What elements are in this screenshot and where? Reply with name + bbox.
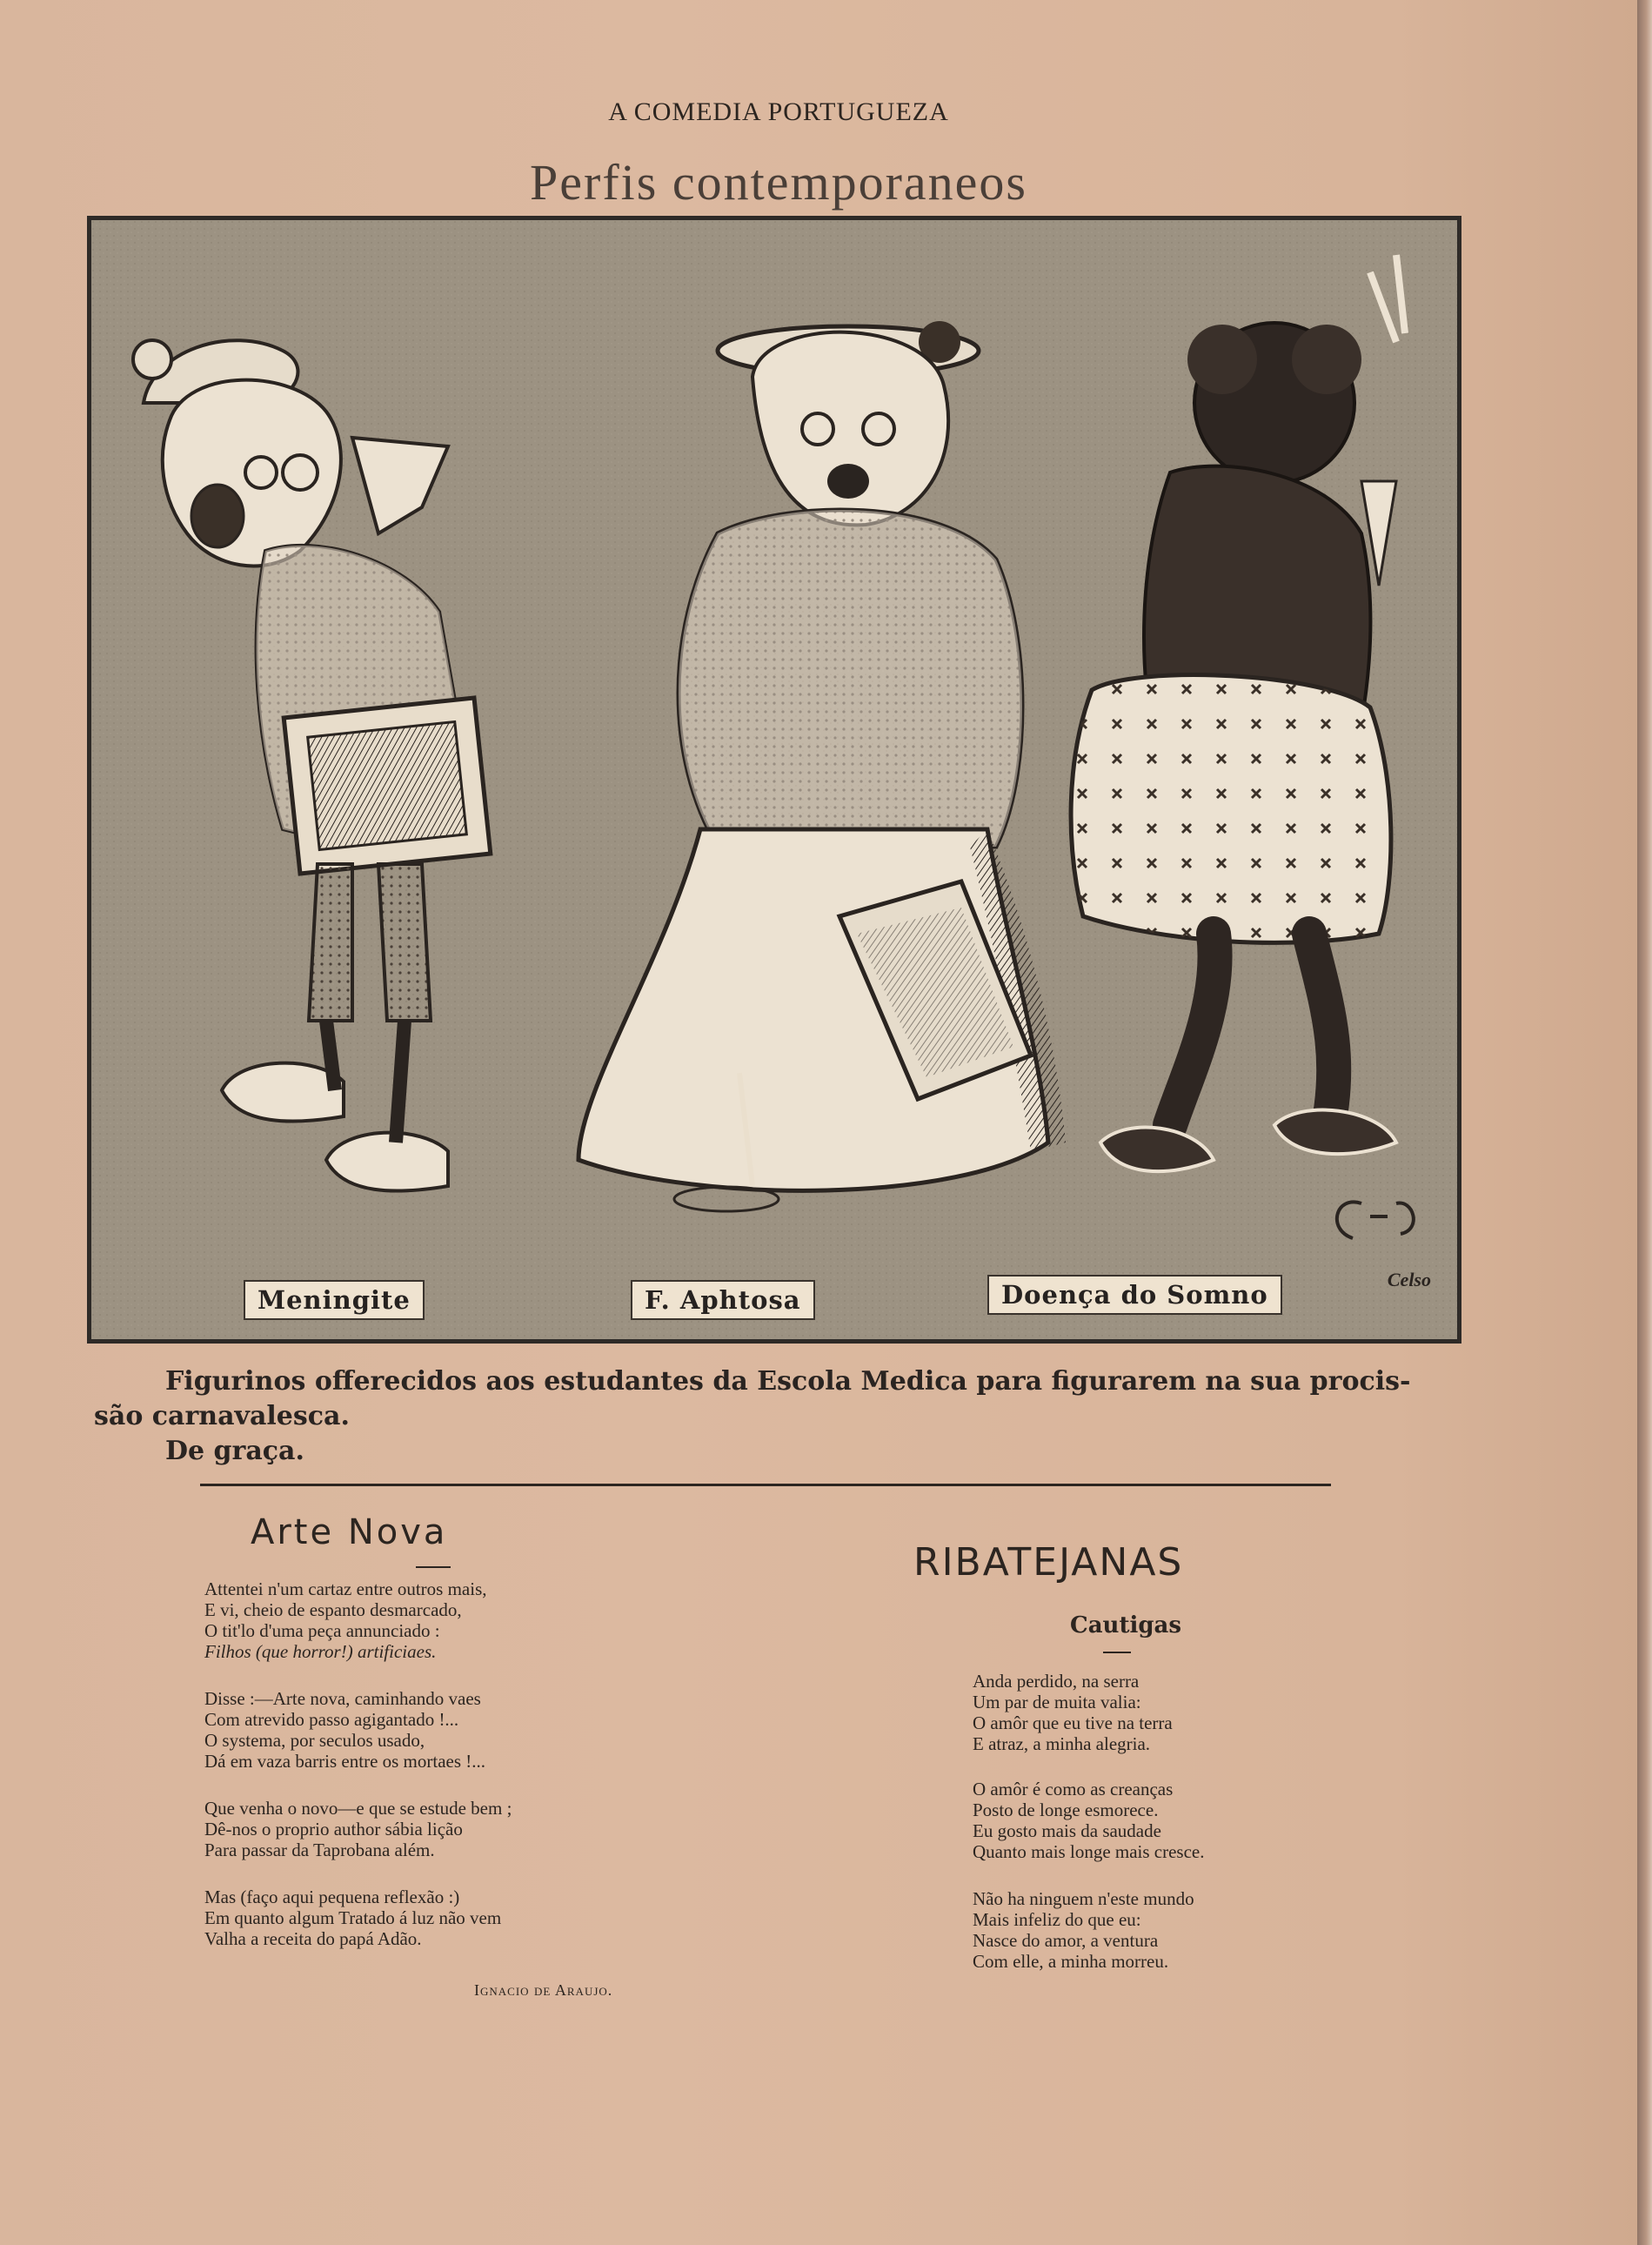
- poem-arte-nova-stanza-1: [204, 1578, 487, 1662]
- title-dash: [416, 1566, 451, 1568]
- verse-line: O systema, por seculos usado,: [204, 1730, 425, 1751]
- verse-line: Posto de longe esmorece.: [973, 1799, 1159, 1820]
- verse-line: Nasce do amor, a ventura: [973, 1930, 1159, 1951]
- verse-line: Filhos (que horror!) artificiaes.: [204, 1641, 437, 1662]
- verse-line: Dê-nos o proprio author sábia lição: [204, 1819, 463, 1840]
- verse-line: E vi, cheio de espanto desmarcado,: [204, 1599, 462, 1620]
- verse-line: Um par de muita valia:: [973, 1692, 1141, 1712]
- poem-author: Ignacio de Araujo.: [474, 1981, 613, 1999]
- label-aphtosa: F. Aphtosa: [631, 1280, 815, 1320]
- cartoon-illustration: [87, 216, 1461, 1344]
- cartoon-caption: [94, 1364, 1451, 1469]
- caption-line-2: são carnavalesca.: [94, 1401, 350, 1431]
- page-header: A COMEDIA PORTUGUEZA: [608, 97, 949, 126]
- cartoon-drawing: [91, 220, 1457, 1339]
- poem-ribatejanas-stanza-2: [973, 1779, 1205, 1862]
- page-title: Perfis contemporaneos: [530, 154, 1027, 211]
- artist-signature-text: Celso: [1387, 1269, 1431, 1290]
- label-meningite: Meningite: [244, 1280, 425, 1320]
- verse-line: Disse :—Arte nova, caminhando vaes: [204, 1688, 481, 1709]
- verse-line: Para passar da Taprobana além.: [204, 1840, 435, 1860]
- subtitle-dash: [1103, 1652, 1131, 1653]
- verse-line: Anda perdido, na serra: [973, 1671, 1140, 1692]
- poem-arte-nova-title: Arte Nova: [251, 1512, 448, 1552]
- verse-line: Não ha ninguem n'este mundo: [973, 1888, 1194, 1909]
- verse-line: E atraz, a minha alegria.: [973, 1733, 1151, 1754]
- poem-ribatejanas-stanza-1: [973, 1671, 1173, 1754]
- caption-line-3: De graça.: [165, 1436, 304, 1466]
- verse-line: Valha a receita do papá Adão.: [204, 1928, 422, 1949]
- verse-line: Attentei n'um cartaz entre outros mais,: [204, 1578, 487, 1599]
- page-edge: [1637, 0, 1652, 2245]
- verse-line: Dá em vaza barris entre os mortaes !...: [204, 1751, 486, 1772]
- section-divider: [200, 1484, 1331, 1486]
- verse-line: Com elle, a minha morreu.: [973, 1951, 1169, 1972]
- verse-line: Eu gosto mais da saudade: [973, 1820, 1161, 1841]
- verse-line: Com atrevido passo agigantado !...: [204, 1709, 459, 1730]
- poem-arte-nova-stanza-3: [204, 1798, 512, 1860]
- poem-ribatejanas-stanza-3: [973, 1888, 1194, 1972]
- poem-arte-nova-stanza-2: [204, 1688, 485, 1772]
- label-doenca-do-somno: Doença do Somno: [987, 1275, 1282, 1315]
- poem-arte-nova-stanza-4: [204, 1886, 501, 1949]
- verse-line: Mais infeliz do que eu:: [973, 1909, 1141, 1930]
- verse-line: Em quanto algum Tratado á luz não vem: [204, 1907, 502, 1928]
- caption-line-1: Figurinos offerecidos aos estudantes da Escola Medica para figurarem na sua procis-: [165, 1366, 1411, 1397]
- poem-ribatejanas-title: RIBATEJANAS: [913, 1540, 1184, 1585]
- verse-line: O tit'lo d'uma peça annunciado :: [204, 1620, 440, 1641]
- verse-line: Quanto mais longe mais cresce.: [973, 1841, 1205, 1862]
- verse-line: Que venha o novo—e que se estude bem ;: [204, 1798, 512, 1819]
- poem-ribatejanas-subtitle: Cautigas: [1070, 1612, 1181, 1639]
- verse-line: O amôr que eu tive na terra: [973, 1712, 1173, 1733]
- verse-line: O amôr é como as creanças: [973, 1779, 1174, 1799]
- verse-line: Mas (faço aqui pequena reflexão :): [204, 1886, 460, 1907]
